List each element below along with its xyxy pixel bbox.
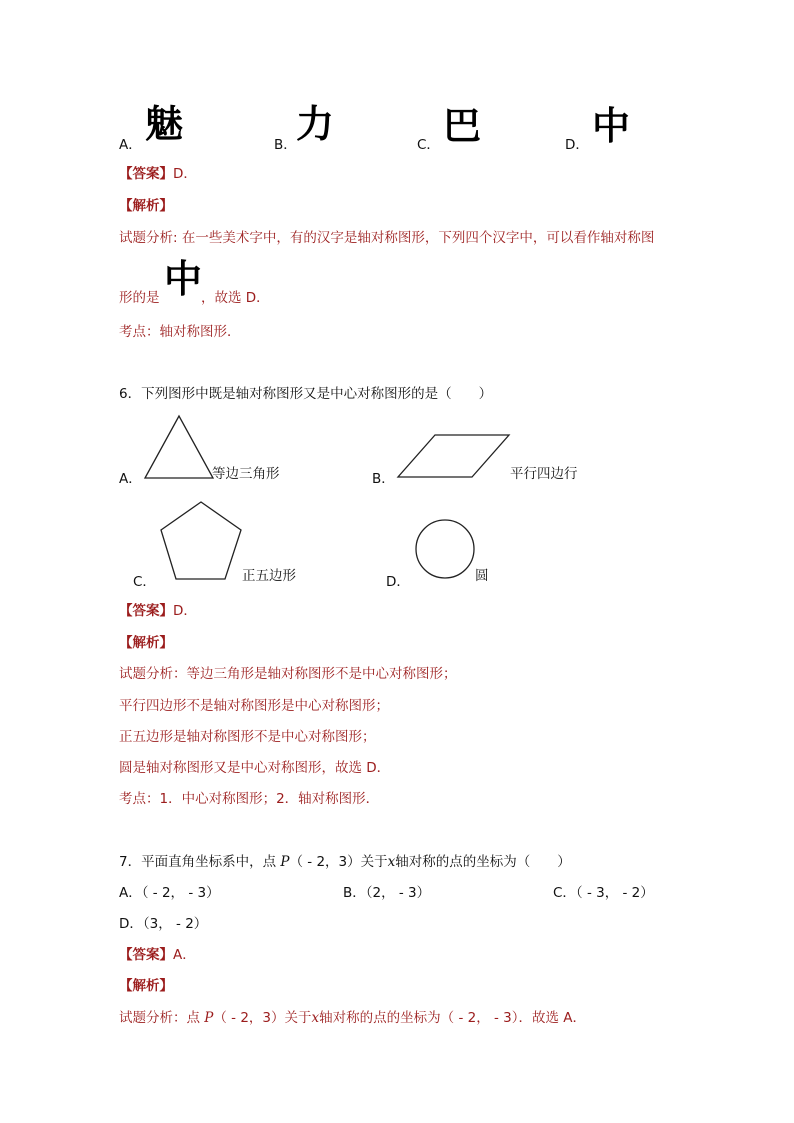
q7-point-coords: （ - 2，3）关于 xyxy=(289,854,388,870)
q5-answer-label: 【答案】 xyxy=(119,166,173,182)
q7-question-suffix: 轴对称的点的坐标为（ ） xyxy=(395,854,571,870)
q7-option-b: B．（2， - 3） xyxy=(343,885,431,901)
parallelogram-shape xyxy=(393,430,518,482)
q7-option-a: A．（ - 2， - 3） xyxy=(119,885,220,901)
q5-answer-value: D． xyxy=(173,166,197,182)
q6-option-a-letter: A． xyxy=(119,471,142,487)
q7-axis-name: x xyxy=(387,854,396,870)
q7-analysis-label: 【解析】 xyxy=(119,978,173,994)
q5-analysis-label: 【解析】 xyxy=(119,198,173,214)
q5-kaodian: 考点：轴对称图形． xyxy=(119,324,241,340)
q5-option-b-char: 力 xyxy=(296,102,335,146)
q5-analysis-inline-char: 中 xyxy=(164,257,203,301)
q6-analysis-line-1: 试题分析：等边三角形是轴对称图形不是中心对称图形； xyxy=(119,666,457,682)
equilateral-triangle-shape xyxy=(140,412,220,482)
q7-analysis-point: P xyxy=(204,1010,214,1026)
q6-kaodian: 考点：1．中心对称图形；2．轴对称图形． xyxy=(119,791,380,807)
q6-analysis-line-4: 圆是轴对称图形又是中心对称图形，故选 D． xyxy=(119,760,391,776)
q5-analysis-line2-suffix: ，故选 D． xyxy=(201,290,270,306)
q6-option-c-caption: 正五边形 xyxy=(242,568,296,584)
q7-analysis-suffix: 轴对称的点的坐标为（ - 2， - 3）．故选 A． xyxy=(319,1010,587,1026)
q7-answer-value: A． xyxy=(173,947,196,963)
q7-analysis-axis: x xyxy=(311,1010,320,1026)
q6-analysis-line-3: 正五边形是轴对称图形不是中心对称图形； xyxy=(119,729,376,745)
q7-analysis-coords: （ - 2，3）关于 xyxy=(213,1010,312,1026)
q7-answer-label: 【答案】 xyxy=(119,947,173,963)
q6-option-d-caption: 圆 xyxy=(475,568,489,584)
q6-analysis-line-2: 平行四边形不是轴对称图形是中心对称图形； xyxy=(119,698,389,714)
q6-answer-label: 【答案】 xyxy=(119,603,173,619)
q5-answer xyxy=(119,165,197,183)
q6-answer-value: D． xyxy=(173,603,197,619)
q5-option-a-letter: A． xyxy=(119,137,142,153)
q7-analysis-prefix: 试题分析：点 xyxy=(119,1010,200,1026)
q6-option-b-caption: 平行四边行 xyxy=(510,466,578,482)
q5-option-b-letter: B． xyxy=(274,137,297,153)
q5-analysis-line2-prefix: 形的是 xyxy=(119,290,160,306)
q6-option-b-letter: B． xyxy=(372,471,395,487)
q7-analysis xyxy=(119,1009,586,1027)
q7-question-prefix: 7．平面直角坐标系中，点 xyxy=(119,854,277,870)
q7-question xyxy=(119,853,571,871)
q7-point-name: P xyxy=(280,854,290,870)
q6-question: 6．下列图形中既是轴对称图形又是中心对称图形的是（ ） xyxy=(119,386,493,402)
q6-option-d-letter: D． xyxy=(386,574,410,590)
q7-option-d: D．（3， - 2） xyxy=(119,916,208,932)
q5-option-a-char: 魅 xyxy=(145,102,184,146)
q7-answer xyxy=(119,946,196,964)
q5-analysis-line1: 试题分析: 在一些美术字中，有的汉字是轴对称图形，下列四个汉字中，可以看作轴对称图 xyxy=(119,230,655,246)
q5-option-d-char: 中 xyxy=(592,104,631,148)
q5-option-c-letter: C． xyxy=(417,137,440,153)
q6-analysis-label: 【解析】 xyxy=(119,635,173,651)
q5-option-c-char: 巴 xyxy=(443,104,482,148)
q6-option-a-caption: 等边三角形 xyxy=(212,466,280,482)
q6-option-c-letter: C． xyxy=(133,574,156,590)
q6-answer xyxy=(119,602,197,620)
circle-shape xyxy=(413,517,477,581)
regular-pentagon-shape xyxy=(155,497,247,585)
q5-option-d-letter: D． xyxy=(565,137,589,153)
q7-option-c: C．（ - 3， - 2） xyxy=(553,885,654,901)
